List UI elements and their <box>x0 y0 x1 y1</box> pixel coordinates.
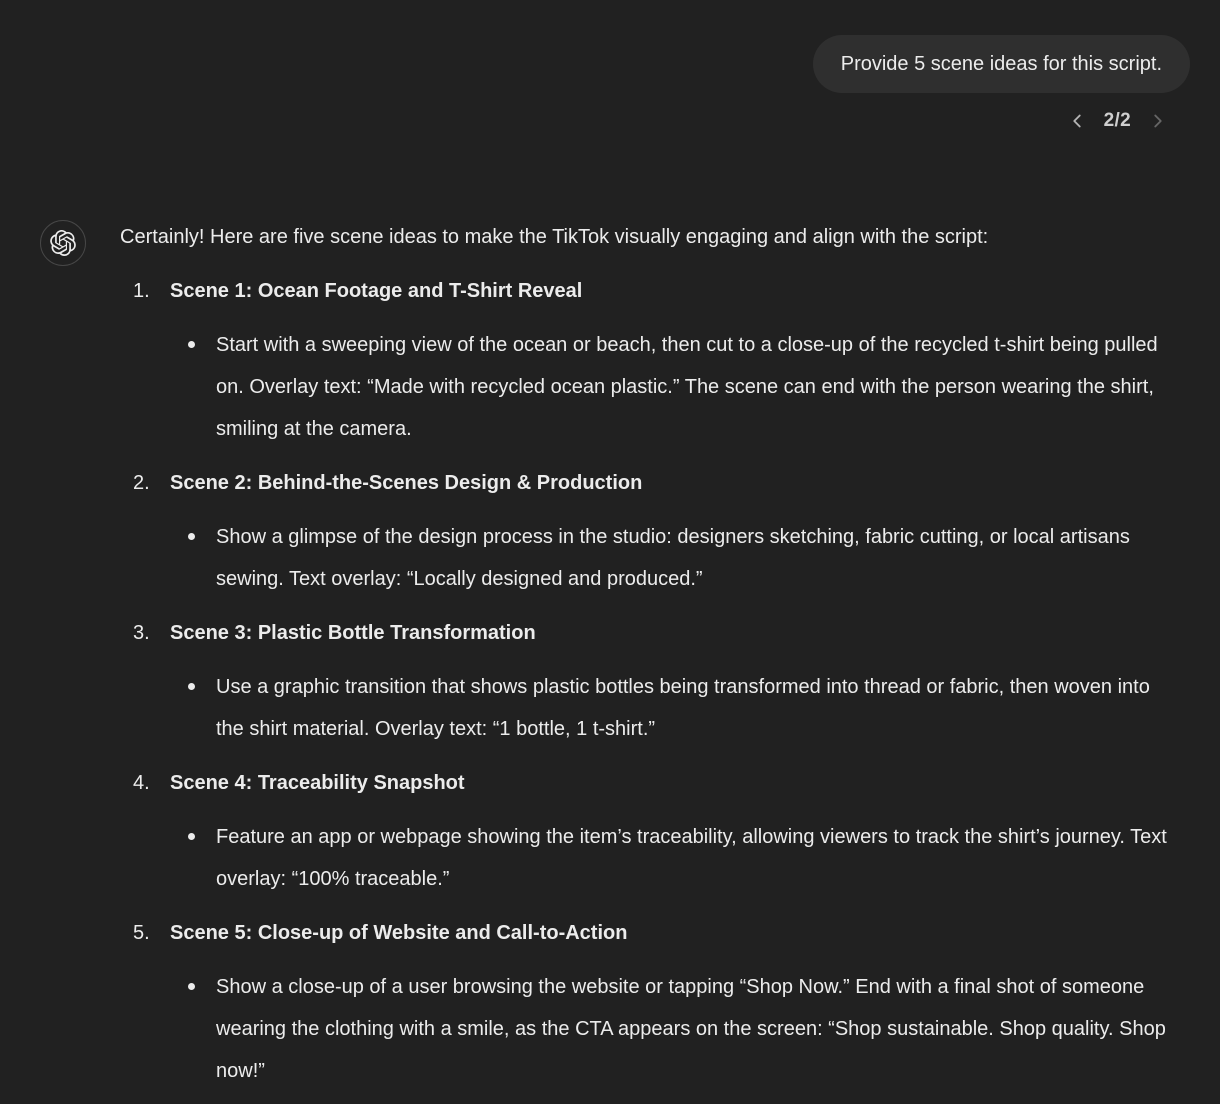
scene-bullet-list <box>133 816 1183 900</box>
scene-number: 3. <box>133 622 150 644</box>
scene-detail: Show a close-up of a user browsing the website or tapping “Shop Now.” End with a final shot of someone wearing the clothing with a smile, as the CTA appears on the screen: “Shop sustainable. Shop quality. Shop now!” <box>216 976 1166 1082</box>
scene-title: Scene 3: Plastic Bottle Transformation <box>170 622 536 644</box>
scene-number: 5. <box>133 922 150 944</box>
scene-heading <box>133 762 1183 804</box>
chevron-right-icon <box>1147 110 1169 132</box>
scene-title: Scene 4: Traceability Snapshot <box>170 772 465 794</box>
scene-item <box>133 462 1183 600</box>
scene-detail: Show a glimpse of the design process in the studio: designers sketching, fabric cutting, or local artisans sewing. Text overlay: “Locally designed and produced.” <box>216 526 1130 590</box>
scene-detail: Feature an app or webpage showing the item’s traceability, allowing viewers to track the shirt’s journey. Text overlay: “100% traceable.” <box>216 826 1167 890</box>
scene-bullet-list <box>133 516 1183 600</box>
scene-item <box>133 270 1183 450</box>
bullet-item <box>133 966 1183 1092</box>
scene-number: 2. <box>133 472 150 494</box>
scene-item <box>133 762 1183 900</box>
bullet-item <box>133 324 1183 450</box>
user-turn <box>0 0 1220 93</box>
version-indicator: 2/2 <box>1103 110 1131 131</box>
bullet-item <box>133 816 1183 900</box>
scene-number: 1. <box>133 280 150 302</box>
bullet-item <box>133 666 1183 750</box>
scene-heading <box>133 612 1183 654</box>
scene-bullet-list <box>133 324 1183 450</box>
scene-bullet-list <box>133 966 1183 1092</box>
scene-detail: Use a graphic transition that shows plastic bottles being transformed into thread or fabric, then woven into the shirt material. Overlay text: “1 bottle, 1 t-shirt.” <box>216 676 1150 740</box>
bullet-dot-icon <box>188 983 195 990</box>
scene-title: Scene 5: Close-up of Website and Call-to-Action <box>170 922 628 944</box>
scene-title: Scene 1: Ocean Footage and T-Shirt Reveal <box>170 280 583 302</box>
bullet-item <box>133 516 1183 600</box>
chevron-left-icon <box>1066 110 1088 132</box>
assistant-message <box>120 216 1183 1104</box>
bullet-dot-icon <box>188 683 195 690</box>
scene-detail: Start with a sweeping view of the ocean or beach, then cut to a close-up of the recycled t-shirt being pulled on. Overlay text: “Made with recycled ocean plastic.” The scene can end with the person wearing the shirt, smiling at the camera. <box>216 334 1158 440</box>
assistant-turn <box>0 216 1220 1104</box>
message-version-pagination <box>0 107 1220 135</box>
bullet-dot-icon <box>188 341 195 348</box>
scene-heading <box>133 912 1183 954</box>
assistant-intro-text: Certainly! Here are five scene ideas to make the TikTok visually engaging and align with the script: <box>120 226 989 248</box>
openai-logo-icon <box>50 230 76 256</box>
scene-heading <box>133 462 1183 504</box>
scene-heading <box>133 270 1183 312</box>
scene-bullet-list <box>133 666 1183 750</box>
bullet-dot-icon <box>188 533 195 540</box>
user-message-bubble: Provide 5 scene ideas for this script. <box>813 35 1190 93</box>
scene-item <box>133 612 1183 750</box>
scene-title: Scene 2: Behind-the-Scenes Design & Production <box>170 472 643 494</box>
previous-version-button[interactable] <box>1065 109 1089 133</box>
assistant-avatar <box>40 220 86 266</box>
scene-list <box>120 270 1183 1092</box>
scene-number: 4. <box>133 772 150 794</box>
bullet-dot-icon <box>188 833 195 840</box>
scene-item <box>133 912 1183 1092</box>
next-version-button[interactable] <box>1146 109 1170 133</box>
